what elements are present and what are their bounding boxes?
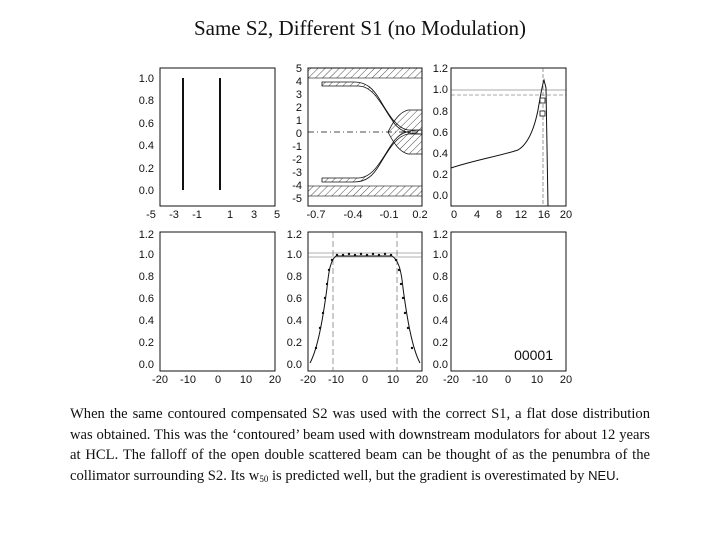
marker bbox=[540, 98, 545, 103]
x-tick-label: 10 bbox=[239, 374, 253, 386]
data-point bbox=[328, 269, 330, 271]
figure-panels bbox=[130, 58, 580, 388]
data-point bbox=[404, 312, 406, 314]
y-tick-label: 0.6 bbox=[432, 293, 448, 305]
x-tick-label: -20 bbox=[300, 374, 316, 386]
y-tick-label: 0 bbox=[295, 128, 302, 140]
y-tick-label: 1.2 bbox=[432, 229, 448, 241]
y-tick-label: 0.8 bbox=[138, 95, 154, 107]
y-tick-label: 0.4 bbox=[138, 140, 154, 152]
x-tick-labels bbox=[146, 209, 280, 221]
marker bbox=[540, 111, 545, 116]
y-tick-label: -4 bbox=[292, 180, 302, 192]
x-tick-label: -0.7 bbox=[306, 209, 326, 221]
data-point bbox=[407, 327, 409, 329]
data-point bbox=[402, 297, 404, 299]
data-point bbox=[366, 254, 368, 256]
x-tick-label: -10 bbox=[180, 374, 196, 386]
x-tick-labels bbox=[307, 209, 428, 221]
caption-text: When the same contoured compensated S2 was used with the correct S1, a flat dose distribution was obtained. This was the ‘contoured’ beam used with downstream modulators for about 12 years at HCL. The falloff of the open double scattered beam can be thought of as the penumbra of the collimator surrounding S2. Its w bbox=[70, 406, 650, 484]
caption-code: NEU bbox=[588, 467, 616, 483]
data-point bbox=[372, 253, 374, 255]
y-tick-labels bbox=[292, 63, 302, 205]
x-tick-label: 10 bbox=[386, 374, 400, 386]
x-tick-labels bbox=[300, 374, 428, 386]
x-tick-label: 4 bbox=[473, 209, 481, 221]
panel-annotation: 00001 bbox=[514, 347, 553, 363]
x-tick-labels bbox=[152, 374, 281, 386]
slide-title: Same S2, Different S1 (no Modulation) bbox=[193, 16, 527, 40]
y-tick-label: 0.6 bbox=[138, 118, 154, 130]
x-tick-labels bbox=[443, 374, 572, 386]
data-point bbox=[378, 254, 380, 256]
data-point bbox=[315, 347, 317, 349]
y-tick-label: 3 bbox=[295, 89, 302, 101]
y-tick-label: 0.0 bbox=[286, 359, 302, 371]
y-tick-label: 4 bbox=[295, 76, 302, 88]
x-tick-label: 5 bbox=[273, 209, 281, 221]
y-tick-label: 0.2 bbox=[286, 337, 302, 349]
y-tick-labels bbox=[433, 63, 448, 202]
x-tick-label: -0.4 bbox=[343, 209, 363, 221]
y-tick-label: 5 bbox=[295, 63, 302, 75]
y-tick-label: 1.2 bbox=[286, 229, 302, 241]
y-tick-label: 0.4 bbox=[432, 315, 448, 327]
x-tick-label: 1 bbox=[226, 209, 234, 221]
y-tick-label: 0.8 bbox=[138, 271, 154, 283]
panel-bottom-middle bbox=[287, 229, 428, 386]
panel-bottom-left bbox=[139, 229, 281, 386]
y-tick-label: -5 bbox=[292, 193, 302, 205]
y-tick-labels bbox=[139, 73, 154, 197]
caption-subscript: 50 bbox=[259, 473, 269, 484]
y-tick-label: 0.2 bbox=[432, 169, 448, 181]
y-tick-label: 1.0 bbox=[138, 73, 154, 85]
data-point bbox=[390, 254, 392, 256]
y-tick-label: 0.2 bbox=[138, 163, 154, 175]
x-tick-label: -10 bbox=[328, 374, 344, 386]
x-tick-label: 20 bbox=[559, 374, 573, 386]
x-tick-label: 0 bbox=[504, 374, 512, 386]
x-tick-label: -0.1 bbox=[379, 209, 399, 221]
x-tick-label: -10 bbox=[472, 374, 488, 386]
x-tick-label: 0 bbox=[361, 374, 369, 386]
y-tick-labels bbox=[287, 229, 302, 371]
data-point bbox=[395, 259, 397, 261]
y-tick-label: 0.2 bbox=[432, 337, 448, 349]
panel-top-right bbox=[433, 63, 572, 221]
top-hatched-bar bbox=[308, 68, 422, 78]
y-tick-label: 0.4 bbox=[138, 315, 154, 327]
x-tick-label: -20 bbox=[443, 374, 459, 386]
panel-bottom-right bbox=[433, 229, 572, 386]
x-tick-label: 0 bbox=[214, 374, 222, 386]
x-tick-labels bbox=[451, 209, 572, 221]
data-point bbox=[411, 347, 413, 349]
x-tick-label: 8 bbox=[495, 209, 503, 221]
data-point bbox=[348, 253, 350, 255]
y-tick-label: 0.0 bbox=[138, 185, 154, 197]
data-point bbox=[342, 254, 344, 256]
x-tick-label: 16 bbox=[537, 209, 551, 221]
predicted-dose-curve bbox=[310, 256, 420, 363]
data-point bbox=[360, 253, 362, 255]
x-tick-label: 12 bbox=[514, 209, 528, 221]
x-tick-label: 3 bbox=[250, 209, 258, 221]
panel-frame bbox=[160, 232, 275, 371]
y-tick-label: 0.4 bbox=[432, 148, 448, 160]
caption-text: . bbox=[615, 467, 620, 484]
data-point bbox=[324, 297, 326, 299]
data-point bbox=[400, 283, 402, 285]
data-point bbox=[322, 312, 324, 314]
y-tick-label: 0.6 bbox=[432, 127, 448, 139]
panel-top-left bbox=[139, 68, 280, 221]
x-tick-label: 0.2 bbox=[412, 209, 428, 221]
y-tick-label: 0.2 bbox=[138, 337, 154, 349]
series-curve bbox=[451, 80, 548, 206]
y-tick-label: 0.8 bbox=[286, 271, 302, 283]
x-tick-label: -20 bbox=[152, 374, 168, 386]
x-tick-label: -3 bbox=[169, 209, 179, 221]
y-tick-label: 0.8 bbox=[432, 271, 448, 283]
y-tick-label: 1 bbox=[295, 115, 302, 127]
data-point bbox=[326, 283, 328, 285]
x-tick-label: -1 bbox=[192, 209, 202, 221]
y-tick-label: -1 bbox=[292, 141, 302, 153]
y-tick-label: 1.0 bbox=[432, 84, 448, 96]
y-tick-label: 0.6 bbox=[138, 293, 154, 305]
y-tick-label: 0.0 bbox=[138, 359, 154, 371]
data-point bbox=[384, 253, 386, 255]
y-tick-label: 0.6 bbox=[286, 293, 302, 305]
y-tick-label: 0.0 bbox=[432, 359, 448, 371]
y-tick-label: 1.0 bbox=[432, 249, 448, 261]
y-tick-labels bbox=[433, 229, 448, 371]
x-tick-label: 20 bbox=[559, 209, 573, 221]
y-tick-label: 1.2 bbox=[432, 63, 448, 75]
bottom-hatched-bar bbox=[308, 186, 422, 196]
y-tick-label: -3 bbox=[292, 167, 302, 179]
y-tick-label: -2 bbox=[292, 154, 302, 166]
data-point bbox=[319, 327, 321, 329]
data-point bbox=[331, 259, 333, 261]
caption-text: is predicted well, but the gradient is overestimated by bbox=[268, 467, 589, 484]
y-tick-label: 0.8 bbox=[432, 106, 448, 118]
x-tick-label: -5 bbox=[146, 209, 156, 221]
panel-frame bbox=[160, 68, 275, 206]
x-tick-label: 10 bbox=[530, 374, 544, 386]
y-tick-label: 0.0 bbox=[432, 190, 448, 202]
data-point bbox=[336, 254, 338, 256]
y-tick-label: 2 bbox=[295, 102, 302, 114]
caption bbox=[70, 404, 650, 489]
y-tick-label: 1.2 bbox=[138, 229, 154, 241]
x-tick-label: 20 bbox=[415, 374, 429, 386]
y-tick-labels bbox=[139, 229, 154, 371]
x-tick-label: 20 bbox=[268, 374, 282, 386]
x-tick-label: 0 bbox=[450, 209, 458, 221]
y-tick-label: 1.0 bbox=[286, 249, 302, 261]
panel-top-middle bbox=[292, 63, 427, 221]
y-tick-label: 0.4 bbox=[286, 315, 302, 327]
panel-frame bbox=[451, 68, 566, 206]
data-point bbox=[354, 254, 356, 256]
y-tick-label: 1.0 bbox=[138, 249, 154, 261]
data-point bbox=[398, 269, 400, 271]
